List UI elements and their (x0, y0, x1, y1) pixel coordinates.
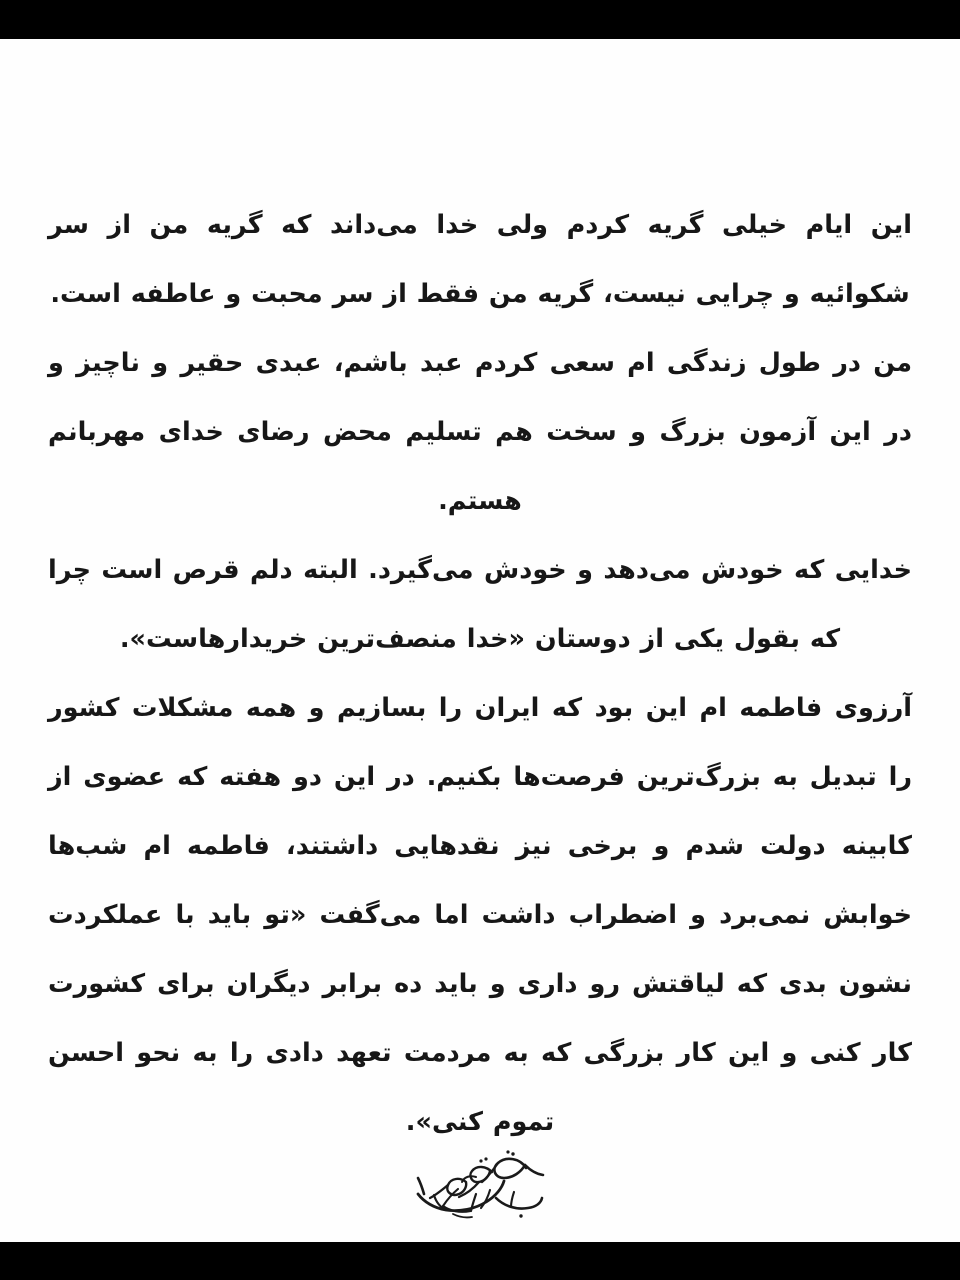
signature-block (0, 1127, 960, 1237)
message-paragraph: این ایام خیلی گریه کردم ولی خدا می‌داند که گریه من از سر شکوائیه و چرایی نیست، گریه من فقط از سر محبت و عاطفه است. (48, 210, 912, 309)
message-paragraph: من در طول زندگی ام سعی کردم عبد باشم، عبدی حقیر و ناچیز و در این آزمون بزرگ و سخت هم تسلیم محض رضای خدای مهربانم هستم. (48, 348, 912, 516)
handwritten-signature-icon (380, 1132, 580, 1232)
letterbox-bar-bottom (0, 1242, 960, 1280)
letterbox-bar-top (0, 0, 960, 39)
message-paragraph: آرزوی فاطمه ام این بود که ایران را بسازیم و همه مشکلات کشور را تبدیل به بزرگ‌ترین فرصت‌ها بکنیم. در این دو هفته که عضوی از کابینه دولت شدم و برخی نیز نقدهایی داشتند، فاطمه ام شب‌ها خوابش نمی‌برد و اضطراب داشت اما می‌گفت «تو باید با عملکردت نشون بدی که لیاقتش رو داری و باید ده برابر دیگران برای کشورت کار کنی و این کار بزرگی که به مردمت تعهد دادی را به نحو احسن تموم کنی». (48, 693, 912, 1137)
message-paragraph: خدایی که خودش می‌دهد و خودش می‌گیرد. البته دلم قرص است چرا که بقول یکی از دوستان «خدا منصف‌ترین خریدارهاست». (48, 555, 912, 654)
message-body (48, 191, 912, 1157)
poster-content (0, 39, 960, 1242)
poster-sheet (0, 39, 960, 1242)
